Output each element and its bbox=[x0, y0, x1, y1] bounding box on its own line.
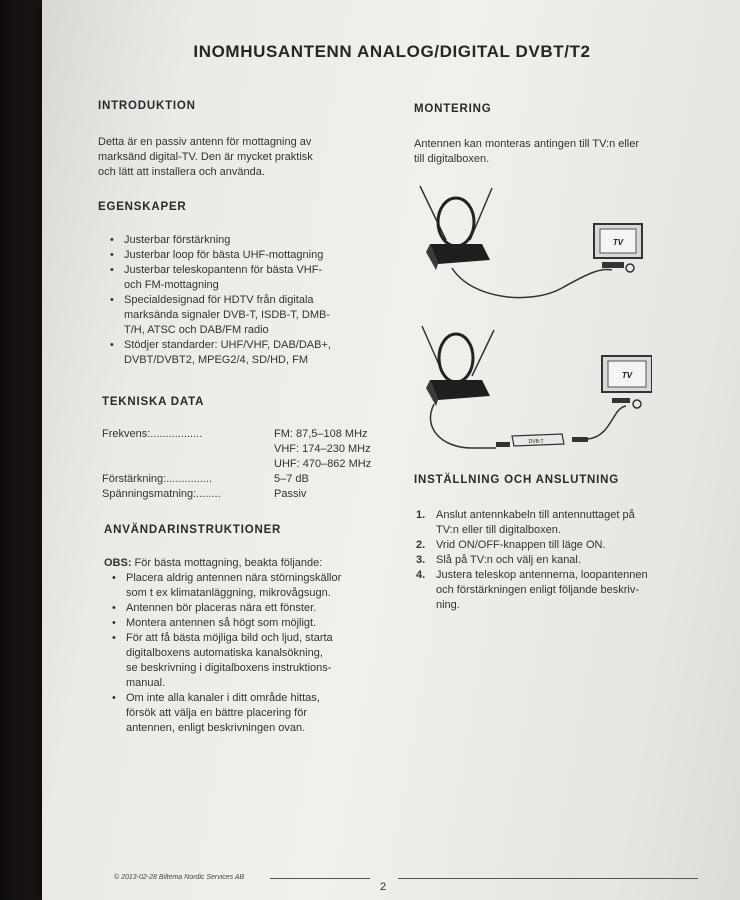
tv-icon bbox=[602, 356, 652, 408]
list-item: 4. Justera teleskop antennerna, loopantennen och förstärkningen enligt följande beskriv- ning. bbox=[416, 569, 648, 611]
mounting-text bbox=[414, 137, 714, 167]
list-item: • Antennen bör placeras nära ett fönster. bbox=[104, 601, 424, 616]
footer-divider bbox=[270, 878, 370, 879]
mounting-heading: MONTERING bbox=[414, 103, 492, 115]
obs-note bbox=[104, 556, 424, 571]
intro-line: Detta är en passiv antenn för mottagning av bbox=[98, 136, 312, 148]
tv-cable bbox=[588, 406, 626, 439]
list-item: • För att få bästa möjliga bild och ljud, starta digitalboxens automatiska kanalsökning, se beskrivning i digitalboxens instruktions- manual. bbox=[104, 631, 424, 691]
page-title: INOMHUSANTENN ANALOG/DIGITAL DVBT/T2 bbox=[193, 42, 591, 61]
features-heading: EGENSKAPER bbox=[98, 201, 187, 213]
usage-heading: ANVÄNDARINSTRUKTIONER bbox=[104, 524, 282, 536]
usage-list bbox=[104, 571, 424, 736]
tv-icon bbox=[594, 224, 642, 272]
features-list bbox=[102, 233, 402, 368]
setup-steps bbox=[416, 508, 716, 613]
digital-box-icon bbox=[496, 434, 588, 447]
intro-line: och lätt att installera och använda. bbox=[98, 166, 265, 178]
list-item: • Justerbar loop för bästa UHF-mottagning bbox=[102, 248, 402, 263]
intro-line: marksänd digital-TV. Den är mycket praktisk bbox=[98, 151, 313, 163]
box-label: DVB-T bbox=[528, 439, 544, 445]
list-item: 1. Anslut antennkabeln till antennuttaget på TV:n eller till digitalboxen. bbox=[416, 509, 635, 536]
list-item: • Justerbar förstärkning bbox=[102, 233, 402, 248]
intro-heading: INTRODUKTION bbox=[98, 100, 196, 112]
tech-data-table bbox=[102, 427, 422, 502]
footer-divider bbox=[398, 878, 698, 879]
list-item: • Specialdesignad för HDTV från digitala marksända signaler DVB-T, ISDB-T, DMB- T/H, ATSC och DAB/FM radio bbox=[102, 293, 402, 338]
page-number: 2 bbox=[380, 881, 387, 893]
antenna-icon bbox=[420, 186, 492, 270]
list-item: • Montera antennen så högt som möjligt. bbox=[104, 616, 424, 631]
setup-heading: INSTÄLLNING OCH ANSLUTNING bbox=[414, 474, 620, 486]
table-row: Spänningsmatning:........ Passiv bbox=[102, 488, 307, 500]
table-row: Frekvens:................. FM: 87,5–108 MHz bbox=[102, 428, 368, 440]
list-item: • Placera aldrig antennen nära störningskällor som t ex klimatanläggning, mikrovågsugn. bbox=[104, 571, 424, 601]
table-row: VHF: 174–230 MHz bbox=[274, 443, 371, 455]
manual-page bbox=[42, 0, 740, 900]
diagram-antenna-box-tv bbox=[412, 318, 652, 458]
mounting-line: till digitalboxen. bbox=[414, 153, 490, 165]
list-item: • Justerbar teleskopantenn för bästa VHF- och FM-mottagning bbox=[102, 263, 402, 293]
antenna-icon bbox=[422, 326, 494, 406]
antenna-cable bbox=[430, 404, 496, 448]
table-row: Förstärkning:............... 5–7 dB bbox=[102, 473, 309, 485]
copyright-text: © 2013-02-28 Biltema Nordic Services AB bbox=[114, 874, 245, 881]
diagram-antenna-to-tv bbox=[412, 180, 652, 305]
list-item: • Stödjer standarder: UHF/VHF, DAB/DAB+, DVBT/DVBT2, MPEG2/4, SD/HD, FM bbox=[102, 338, 402, 368]
list-item: 3. Slå på TV:n och välj en kanal. bbox=[416, 554, 581, 566]
mounting-line: Antennen kan monteras antingen till TV:n eller bbox=[414, 138, 640, 150]
table-row: UHF: 470–862 MHz bbox=[274, 458, 372, 470]
obs-text: För bästa mottagning, beakta följande: bbox=[131, 557, 323, 569]
list-item: 2. Vrid ON/OFF-knappen till läge ON. bbox=[416, 539, 606, 551]
list-item: • Om inte alla kanaler i ditt område hittas, försök att välja en bättre placering för antennen, enligt beskrivningen ovan. bbox=[104, 691, 424, 736]
tech-heading: TEKNISKA DATA bbox=[102, 396, 205, 408]
tv-label: TV bbox=[612, 238, 624, 247]
tv-label: TV bbox=[621, 371, 633, 380]
obs-label: OBS: bbox=[104, 557, 132, 569]
antenna-cable bbox=[452, 268, 612, 298]
intro-text bbox=[98, 135, 398, 180]
